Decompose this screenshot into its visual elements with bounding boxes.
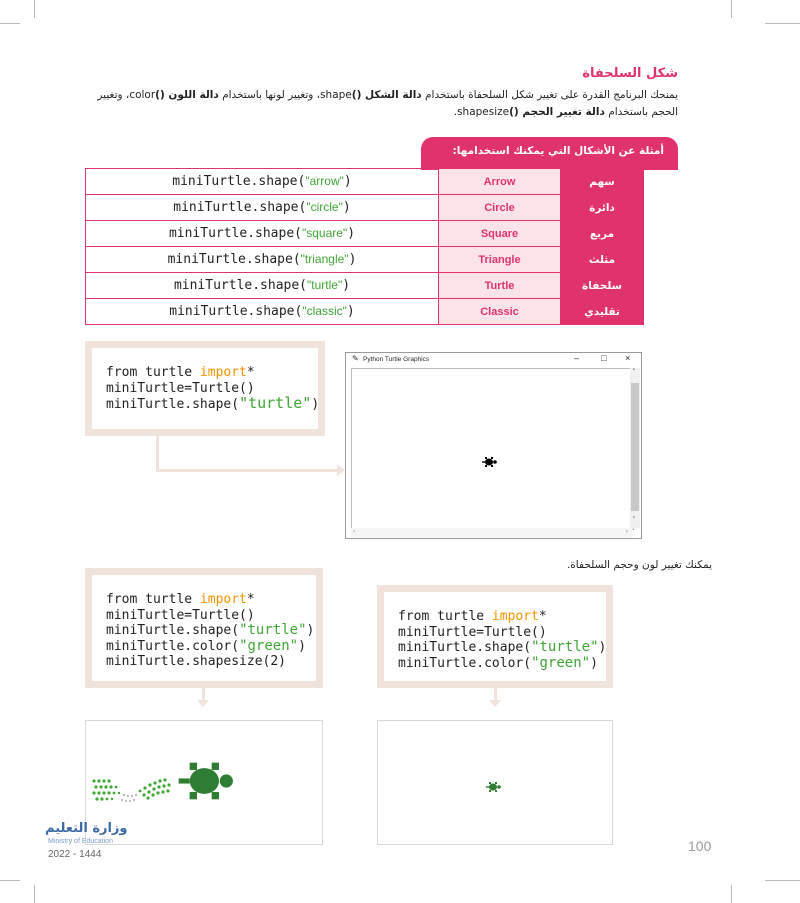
- code-example-shape: from turtle import* miniTurtle=Turtle() miniTurtle.shape("turtle"): [85, 341, 325, 436]
- scroll-right-icon[interactable]: ›: [625, 528, 628, 535]
- shapes-table: [85, 168, 644, 325]
- shape-code: miniTurtle.shape("classic"): [86, 299, 439, 325]
- shape-name-en: Square: [439, 221, 561, 247]
- turtle-graphics-window: [345, 352, 642, 539]
- shape-code: miniTurtle.shape("circle"): [86, 195, 439, 221]
- green-turtle-large-icon: [178, 759, 238, 803]
- shape-row: [86, 169, 644, 195]
- ministry-name-ar: وزارة التعليم: [45, 821, 128, 836]
- edition-year: 2022 - 1444: [48, 849, 102, 860]
- crop-mark: [731, 0, 732, 18]
- shape-row: [86, 221, 644, 247]
- output-small-turtle: [377, 720, 613, 845]
- crop-mark: [0, 23, 20, 24]
- connector-line: [202, 688, 205, 700]
- feather-icon: ✎: [352, 354, 359, 363]
- shape-code: miniTurtle.shape("arrow"): [86, 169, 439, 195]
- arrow-head: [489, 700, 501, 707]
- shape-code: miniTurtle.shape("turtle"): [86, 273, 439, 299]
- crop-mark: [34, 885, 35, 903]
- intro-paragraph: يمنحك البرنامج القدرة على تغيير شكل السلحفاة باستخدام دالة الشكل ()shape، وتغيير لونها باستخدام دالة اللون ()color، وتغيير الحجم باستخدام دالة تغيير الحجم ()shapesize.: [97, 89, 678, 118]
- scroll-down-icon[interactable]: ˅: [632, 516, 636, 524]
- page-number: 100: [688, 838, 712, 854]
- crop-mark: [731, 885, 732, 903]
- scroll-thumb[interactable]: [631, 383, 639, 511]
- close-button[interactable]: ×: [625, 353, 631, 363]
- arrow-head: [197, 700, 209, 707]
- shape-name-ar: دائرة: [561, 195, 644, 221]
- shape-code: miniTurtle.shape("square"): [86, 221, 439, 247]
- shape-name-ar: سلحفاة: [561, 273, 644, 299]
- shape-row: [86, 299, 644, 325]
- crop-mark: [34, 0, 35, 18]
- connector-line: [494, 688, 497, 700]
- arrow-head: [337, 464, 345, 476]
- shape-name-en: Triangle: [439, 247, 561, 273]
- shape-name-ar: مثلث: [561, 247, 644, 273]
- window-titlebar: [346, 353, 641, 366]
- horizontal-scrollbar[interactable]: [351, 528, 632, 537]
- turtle-icon: [482, 456, 498, 468]
- scroll-up-icon[interactable]: ˄: [632, 368, 636, 376]
- shape-code: miniTurtle.shape("triangle"): [86, 247, 439, 273]
- shape-row: [86, 247, 644, 273]
- shape-row: [86, 273, 644, 299]
- scroll-left-icon[interactable]: ‹: [353, 528, 356, 535]
- connector-line: [156, 469, 340, 472]
- ministry-name-en: Ministry of Education: [48, 838, 113, 845]
- minimize-button[interactable]: –: [574, 353, 580, 363]
- caption-text: يمكنك تغيير لون وحجم السلحفاة.: [566, 559, 712, 571]
- shapes-table-header: أمثلة عن الأشكال التي يمكنك استخدامها:: [421, 137, 678, 170]
- shape-name-ar: تقليدي: [561, 299, 644, 325]
- shape-row: [86, 195, 644, 221]
- turtle-canvas: [351, 368, 634, 530]
- code-example-color: from turtle import* miniTurtle=Turtle() miniTurtle.shape("turtle") miniTurtle.color("green"): [377, 585, 613, 688]
- connector-line: [156, 436, 159, 472]
- shape-name-ar: سهم: [561, 169, 644, 195]
- shape-name-ar: مربع: [561, 221, 644, 247]
- vertical-scrollbar[interactable]: [630, 368, 640, 528]
- shape-name-en: Classic: [439, 299, 561, 325]
- ministry-logo-icon: [88, 776, 183, 808]
- shape-name-en: Arrow: [439, 169, 561, 195]
- green-turtle-small-icon: [486, 781, 502, 793]
- window-title: Python Turtle Graphics: [363, 356, 430, 363]
- crop-mark: [0, 880, 20, 881]
- crop-mark: [765, 23, 800, 24]
- code-example-shapesize: from turtle import* miniTurtle=Turtle() miniTurtle.shape("turtle") miniTurtle.color("green") miniTurtle.shapesize(2): [85, 568, 323, 688]
- section-title: شكل السلحفاة: [582, 66, 678, 81]
- crop-mark: [765, 880, 800, 881]
- shape-name-en: Circle: [439, 195, 561, 221]
- maximize-button[interactable]: □: [601, 353, 607, 363]
- shape-name-en: Turtle: [439, 273, 561, 299]
